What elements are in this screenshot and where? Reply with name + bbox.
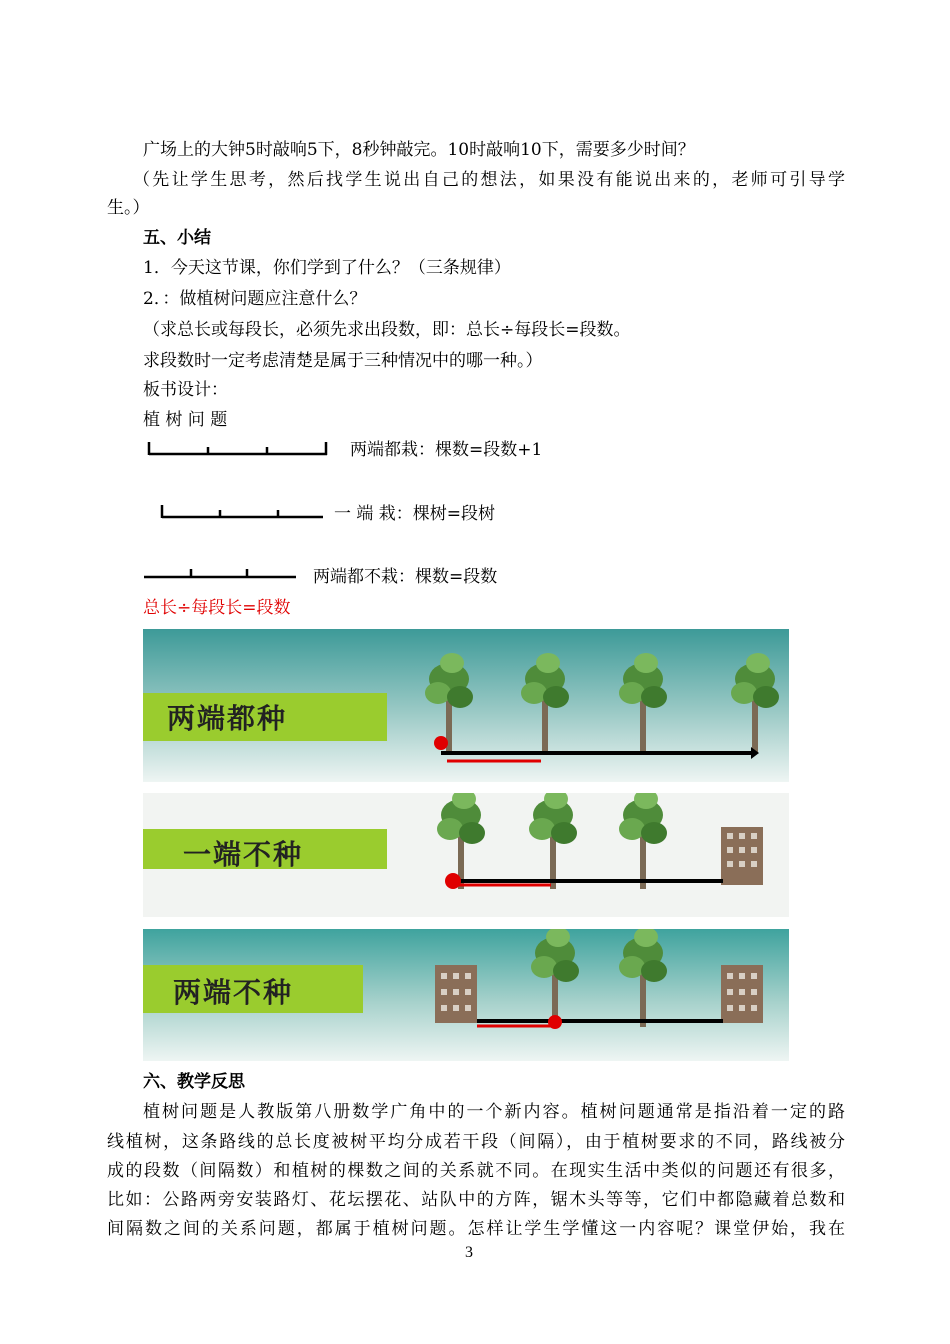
reflection-line-3: 成的段数（间隔数）和植树的棵数之间的关系就不同。在现实生活中类似的问题还有很多， [107, 1161, 845, 1181]
segment-no-ends-icon [143, 564, 303, 584]
rule-both-ends: 两端都栽：棵数=段数+1 [350, 440, 543, 460]
summary-item-2: 2．：做植树问题应注意什么？ [143, 289, 367, 309]
section-heading-summary: 五、小结 [143, 228, 211, 248]
summary-note-2: 求段数时一定考虑清楚是属于三种情况中的哪一种。） [143, 351, 543, 371]
rule-no-ends: 两端都不栽：棵数=段数 [313, 567, 498, 587]
board-title: 植 树 问 题 [143, 410, 228, 430]
panel-label: 两端都种 [167, 702, 288, 735]
panel-both-ends-planted [143, 629, 789, 782]
page-number: 3 [465, 1244, 473, 1261]
rule-one-end: 一 端 栽：棵树=段树 [334, 504, 496, 524]
panel-label: 两端不种 [173, 976, 294, 1009]
section-heading-reflection: 六、教学反思 [143, 1072, 245, 1092]
problem-text: 广场上的大钟5时敲响5下，8秒钟敲完。10时敲响10下，需要多少时间？ [143, 140, 695, 160]
panel-label: 一端不种 [183, 838, 304, 871]
reflection-line-4: 比如：公路两旁安装路灯、花坛摆花、站队中的方阵，锯木头等等，它们中都隐藏着总数和 [107, 1190, 845, 1210]
formula-text: 总长÷每段长=段数 [143, 598, 291, 618]
segment-both-ends-icon [145, 438, 335, 458]
segment-one-end-icon [158, 501, 328, 521]
hint-text-line1: （先让学生思考，然后找学生说出自己的想法，如果没有能说出来的，老师可引导学 [133, 170, 845, 190]
panel-one-end-not-planted [143, 793, 789, 917]
summary-item-1: 1．今天这节课，你们学到了什么？（三条规律） [143, 258, 511, 278]
panel-no-ends-planted [143, 929, 789, 1061]
hint-text-line2: 生。） [107, 198, 150, 218]
reflection-line-5: 间隔数之间的关系问题，都属于植树问题。怎样让学生学懂这一内容呢？课堂伊始，我在 [107, 1219, 845, 1239]
summary-note-1: （求总长或每段长，必须先求出段数，即：总长÷每段长=段数。 [143, 320, 631, 340]
board-design-label: 板书设计： [143, 380, 228, 400]
reflection-line-2: 线植树，这条路线的总长度被树平均分成若干段（间隔），由于植树要求的不同，路线被分 [107, 1132, 845, 1152]
reflection-line-1: 植树问题是人教版第八册数学广角中的一个新内容。植树问题通常是指沿着一定的路 [143, 1102, 845, 1122]
